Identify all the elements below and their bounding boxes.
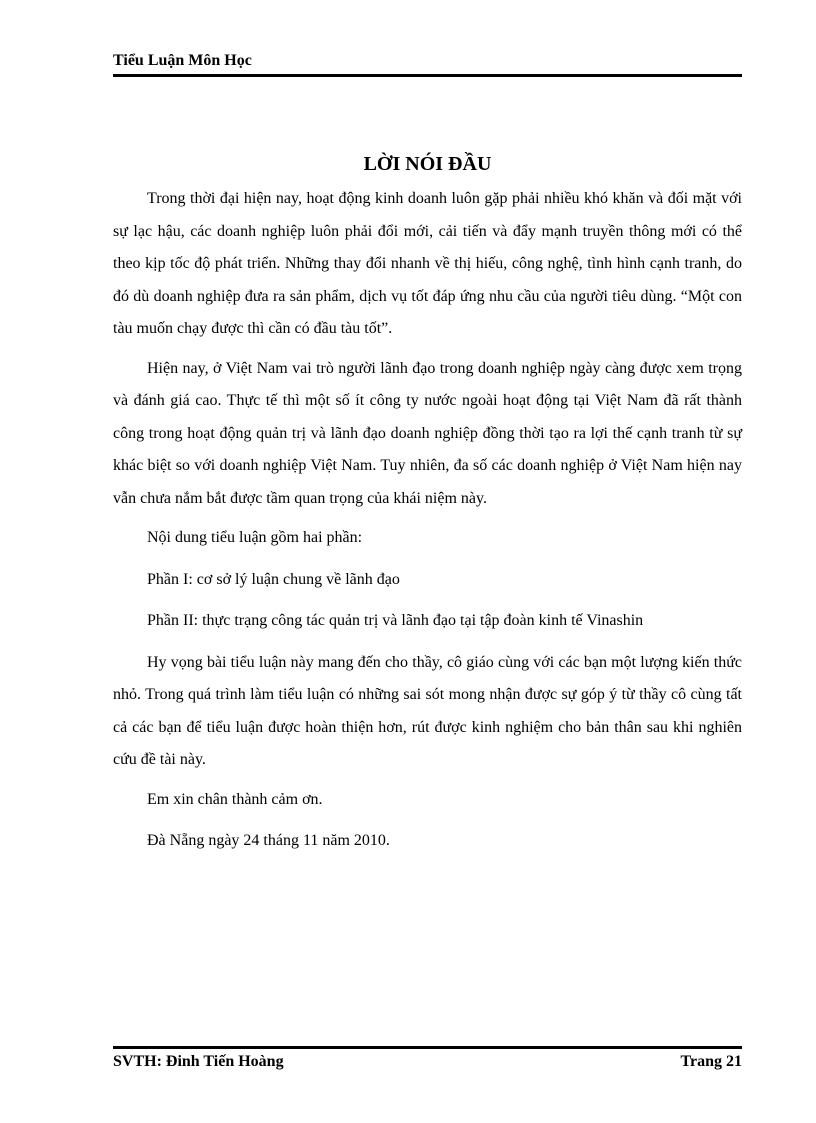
paragraph-contents: Nội dung tiểu luận gồm hai phần: (147, 529, 363, 546)
paragraph-part-2: Phần II: thực trạng công tác quản trị và lãnh đạo tại tập đoàn kinh tế Vinashin (147, 612, 644, 629)
footer-page-number: Trang 21 (680, 1053, 742, 1070)
paragraph-context: Hiện nay, ở Việt Nam vai trò người lãnh đạo trong doanh nghiệp ngày càng được xem trọng và đánh giá cao. Thực tế thì một số ít công ty nước ngoài hoạt động tại Việt Nam đã rất thành công trong hoạt động quản trị và lãnh đạo doanh nghiệp đồng thời tạo ra lợi thế cạnh tranh từ sự khác biệt so với doanh nghiệp Việt Nam. Tuy nhiên, đa số các doanh nghiệp ở Việt Nam hiện nay vẫn chưa nắm bắt được tầm quan trọng của khái niệm này. (113, 359, 742, 507)
page-title: LỜI NÓI ĐẦU (363, 153, 492, 175)
document-body (113, 183, 742, 867)
paragraph-thanks: Em xin chân thành cảm ơn. (147, 790, 323, 808)
footer-student: SVTH: Đinh Tiến Hoàng (113, 1053, 284, 1070)
paragraph-intro: Trong thời đại hiện nay, hoạt động kinh doanh luôn gặp phải nhiều khó khăn và đối mặt với sự lạc hậu, các doanh nghiệp luôn phải đổi mới, cải tiến và đẩy mạnh truyền thông mới có thể theo kịp tốc độ phát triển. Những thay đổi nhanh về thị hiếu, công nghệ, tình hình cạnh tranh, do đó dù doanh nghiệp đưa ra sản phẩm, dịch vụ tốt đáp ứng nhu cầu của người tiêu dùng. “Một con tàu muốn chạy được thì cần có đầu tàu tốt”. (113, 190, 742, 337)
footer-divider (113, 1046, 742, 1049)
header-title: Tiểu Luận Môn Học (113, 52, 252, 69)
paragraph-part-1: Phần I: cơ sở lý luận chung về lãnh đạo (147, 570, 400, 588)
header-divider (113, 74, 742, 77)
paragraph-date: Đà Nẵng ngày 24 tháng 11 năm 2010. (147, 832, 390, 849)
paragraph-hope: Hy vọng bài tiểu luận này mang đến cho thầy, cô giáo cùng với các bạn một lượng kiến thức nhỏ. Trong quá trình làm tiểu luận có những sai sót mong nhận được sự góp ý từ thầy cô cùng tất cả các bạn để tiểu luận được hoàn thiện hơn, rút được kinh nghiệm cho bản thân sau khi nghiên cứu đề tài này. (113, 653, 742, 768)
